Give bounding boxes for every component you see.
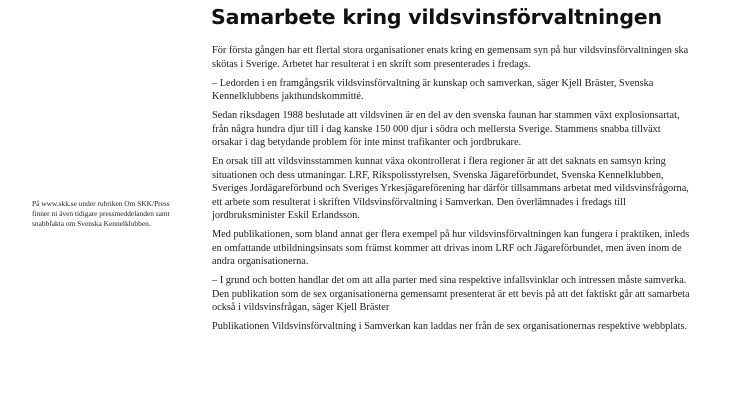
- paragraph-quote-1: – Ledorden i en framgångsrik vildsvinsförvaltning är kunskap och samverkan, säger Kjell Bräster, Svenska Kennelklubbens jakthundskommitté.: [212, 77, 654, 102]
- paragraph-publication: Med publikationen, som bland annat ger flera exempel på hur vildsvinsförvaltningen kan fungera i praktiken, inleds en omfattande utbildningsinsats som främst kommer att drivas inom LRF och Jägareförbundet, men även inom de andra organisationerna.: [212, 229, 690, 267]
- paragraph-background: Sedan riksdagen 1988 beslutade att vildsvinen är en del av den svenska faunan har stammen växt explosionsartat, från några hundra djur till i dag kanske 150 000 djur i södra och mellersta Sverige. Stammens snabba tillväxt orsakar i dag betydande problem för inte minst trafikanter och jordbrukare.: [212, 110, 680, 148]
- article-title: Samarbete kring vildsvinsförvaltningen: [211, 5, 662, 29]
- sidenote: På www.skk.se under rubriken Om SKK/Press finner ni även tidigare pressmeddelanden samt snabbfakta om Svenska Kennelklubben.: [32, 199, 170, 228]
- paragraph-intro: För första gången har ett flertal stora organisationer enats kring en gemensam syn på hur vildsvinsförvaltningen ska skötas i Sverige. Arbetet har resulterat i en skrift som presenterades i fredags.: [212, 45, 689, 70]
- paragraph-download: Publikationen Vildsvinsförvaltning i Samverkan kan laddas ner från de sex organisationernas respektive webbplats.: [212, 321, 688, 332]
- paragraph-quote-2: – I grund och botten handlar det om att alla parter med sina respektive infallsvinklar och intressen måste samverka. Den publikation som de sex organisationerna gemensamt presenterat är ett bevis på att det faktiskt går att samarbeta också i vildsvinsfrågan, säger Kjell Bräster: [212, 275, 690, 313]
- article-body: [212, 44, 692, 339]
- paragraph-cause: En orsak till att vildsvinsstammen kunnat växa okontrollerat i flera regioner är att det saknats en samsyn kring situationen och dess utmaningar. LRF, Rikspolisstyrelsen, Svenska Jägareförbundet, Svenska Kennelklubben, Sveriges Jordägareförbund och Sveriges Yrkesjägareförening har därför tillsammans arbetat med vildsvinsfrågorna, ett arbete som resulterat i skriften Vildsvinsförvaltning i Samverkan. Den överlämnades i fredags till jordbruksminister Eskil Erlandsson.: [212, 156, 689, 221]
